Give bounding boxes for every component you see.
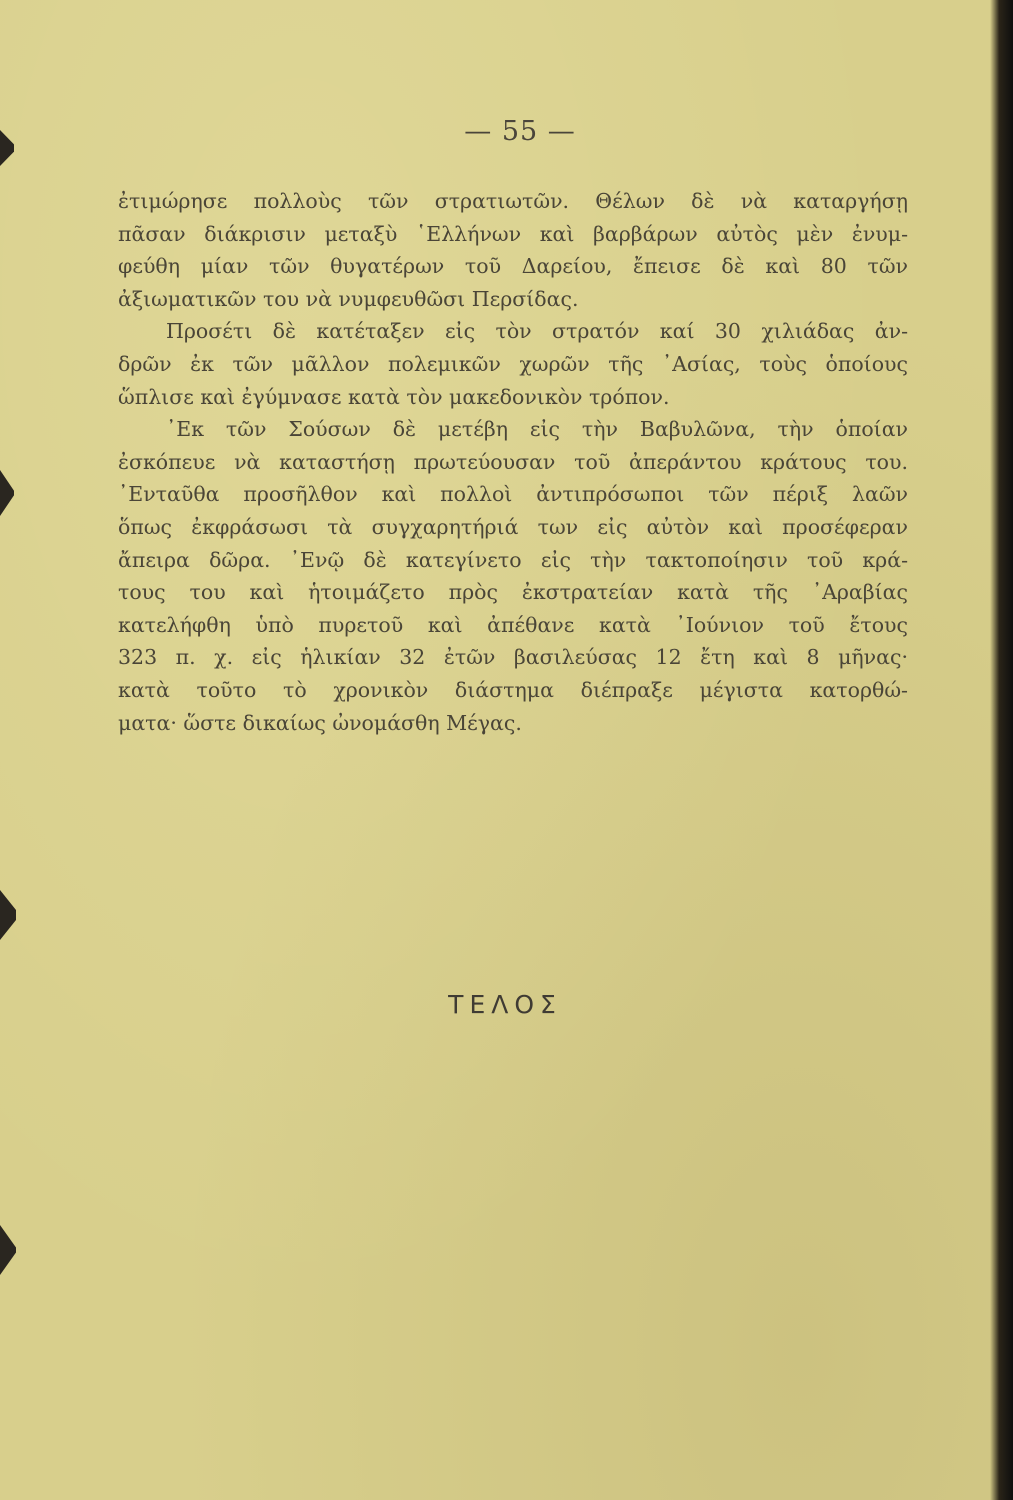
end-mark: ΤΕΛΟΣ [448, 990, 562, 1019]
binding-mark [0, 470, 14, 516]
text-line: κατὰ τοῦτο τὸ χρονικὸν διάστημα διέπραξε μέγιστα κατορθώ- [118, 677, 908, 702]
text-line: ὅπως ἐκφράσωσι τὰ συγχαρητήριά των εἰς αὐτὸν καὶ προσέφεραν [118, 514, 908, 539]
text-line: 323 π. χ. εἰς ἡλικίαν 32 ἐτῶν βασιλεύσας 12 ἔτη καὶ 8 μῆνας· [118, 645, 908, 670]
text-line: κατελήφθη ὑπὸ πυρετοῦ καὶ ἀπέθανε κατὰ ᾿Ιούνιον τοῦ ἔτους [118, 612, 908, 637]
text-line: πᾶσαν διάκρισιν μεταξὺ ῾Ελλήνων καὶ βαρβάρων αὐτὸς μὲν ἐνυμ- [118, 221, 908, 246]
text-line: φεύθη μίαν τῶν θυγατέρων τοῦ Δαρείου, ἔπεισε δὲ καὶ 80 τῶν [118, 254, 908, 279]
page-number: — 55 — [464, 116, 576, 147]
text-line: ἀξιωματικῶν του νὰ νυμφευθῶσι Περσίδας. [118, 286, 579, 311]
text-line: ᾿Ενταῦθα προσῆλθον καὶ πολλοὶ ἀντιπρόσωποι τῶν πέριξ λαῶν [118, 482, 908, 507]
body-text [118, 185, 908, 739]
text-line: ματα· ὥστε δικαίως ὠνομάσθη Μέγας. [118, 710, 522, 735]
binding-mark [0, 1225, 16, 1275]
text-line: Προσέτι δὲ κατέταξεν εἰς τὸν στρατόν καί 30 χιλιάδας ἀν- [166, 319, 908, 344]
text-line: ἐσκόπευε νὰ καταστήσῃ πρωτεύουσαν τοῦ ἀπεράντου κράτους του. [118, 449, 908, 474]
binding-mark [0, 890, 16, 940]
text-line: δρῶν ἐκ τῶν μᾶλλον πολεμικῶν χωρῶν τῆς ᾿Ασίας, τοὺς ὁποίους [118, 351, 908, 376]
text-line: τους του καὶ ἡτοιμάζετο πρὸς ἐκστρατείαν κατὰ τῆς ᾿Αραβίας [118, 580, 908, 605]
text-line: ἐτιμώρησε πολλοὺς τῶν στρατιωτῶν. Θέλων δὲ νὰ καταργήσῃ [118, 189, 908, 213]
text-line: ὥπλισε καὶ ἐγύμνασε κατὰ τὸν μακεδονικὸν τρόπον. [118, 384, 670, 409]
text-line: ἄπειρα δῶρα. ᾿Ενῷ δὲ κατεγίνετο εἰς τὴν τακτοποίησιν τοῦ κρά- [118, 547, 908, 572]
page-edge-shadow [990, 0, 1013, 1500]
text-line: ᾿Εκ τῶν Σούσων δὲ μετέβη εἰς τὴν Βαβυλῶνα, τὴν ὁποίαν [166, 417, 908, 442]
